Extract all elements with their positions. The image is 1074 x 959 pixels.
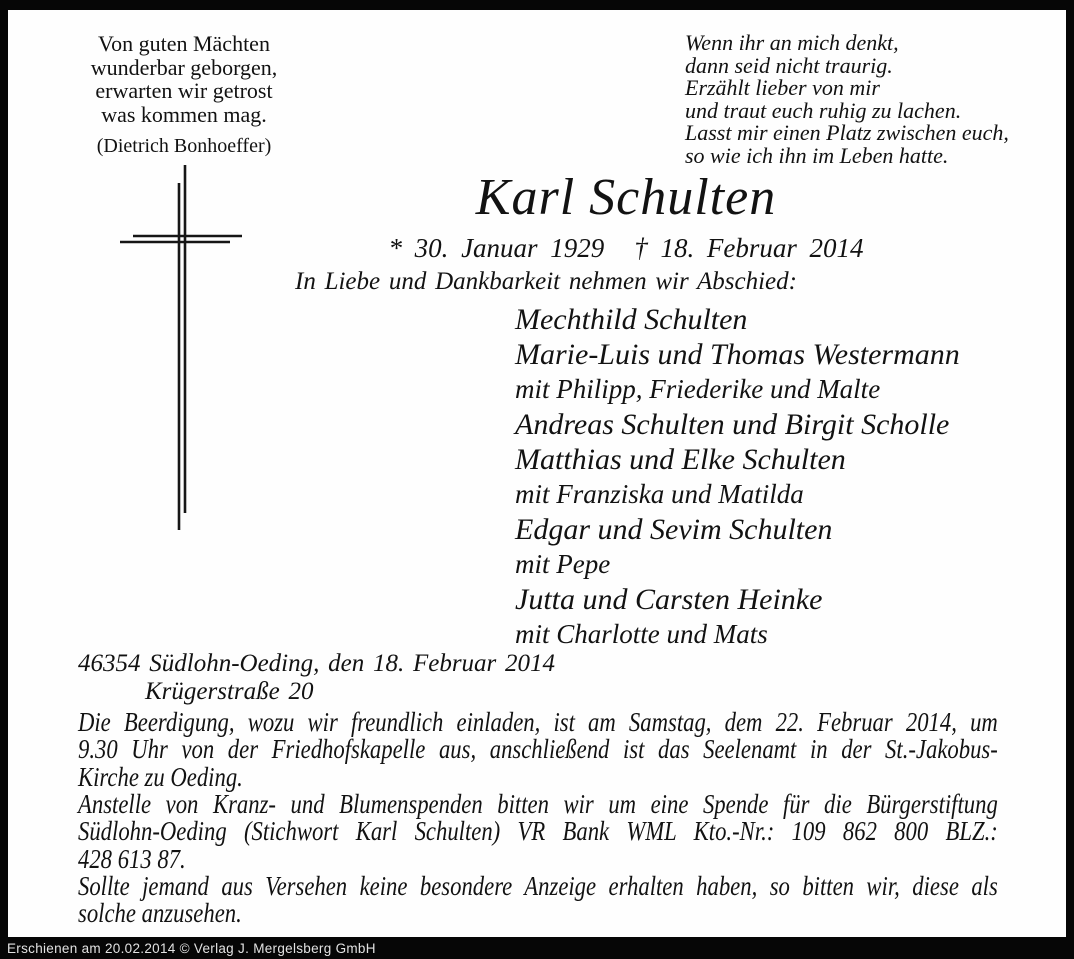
paragraph-line: Kirche zu Oeding. xyxy=(78,761,243,792)
apology-notice-paragraph xyxy=(78,873,998,928)
mourner-name: Edgar und Sevim Schulten xyxy=(515,513,833,546)
poem-line: Wenn ihr an mich denkt, xyxy=(685,30,899,55)
birth-date: * 30. Januar 1929 xyxy=(388,233,605,263)
verse-line: Von guten Mächten xyxy=(98,31,270,56)
publisher-footer: Erschienen am 20.02.2014 © Verlag J. Mergelsberg GmbH xyxy=(7,941,376,956)
mourner-name: Andreas Schulten und Birgit Scholle xyxy=(515,408,950,441)
verse-line: was kommen mag. xyxy=(101,101,267,127)
mourner-name: Matthias und Elke Schulten xyxy=(515,443,846,476)
paragraph-line: 9.30 Uhr von der Friedhofskapelle aus, anschließend ist das Seelenamt in der St.-Jakobus- xyxy=(78,734,998,765)
life-dates xyxy=(186,233,1066,264)
paragraph-line: Südlohn-Oeding (Stichwort Karl Schulten) VR Bank WML Kto.-Nr.: 109 862 800 BLZ.: xyxy=(78,816,998,847)
paragraph-line: 428 613 87. xyxy=(78,843,186,874)
place-date-block xyxy=(78,650,555,706)
opening-verse xyxy=(48,32,320,159)
mourner-name: Marie-Luis und Thomas Westermann xyxy=(515,338,960,371)
paragraph-line: Die Beerdigung, wozu wir freundlich einladen, ist am Samstag, dem 22. Februar 2014, um xyxy=(78,707,998,737)
street-line: Krügerstraße 20 xyxy=(145,678,314,705)
paragraph-line: Anstelle von Kranz- und Blumenspenden bitten wir um eine Spende für die Bürgerstiftung xyxy=(78,789,998,819)
farewell-intro: In Liebe und Dankbarkeit nehmen wir Abschied: xyxy=(295,268,797,295)
burial-notice-paragraph xyxy=(78,709,998,791)
poem-line: dann seid nicht traurig. xyxy=(685,52,893,78)
paragraph-line: Sollte jemand aus Versehen keine besondere Anzeige erhalten haben, so bitten wir, diese als xyxy=(78,871,998,901)
city-date-line: 46354 Südlohn-Oeding, den 18. Februar 2014 xyxy=(78,650,556,677)
paragraph-line: solche anzusehen. xyxy=(78,898,242,929)
poem-line: Lasst mir einen Platz zwischen euch, xyxy=(685,120,1009,145)
verse-line: erwarten wir getrost xyxy=(95,78,273,103)
mourner-children: mit Franziska und Matilda xyxy=(515,479,804,509)
mourner-children: mit Philipp, Friederike und Malte xyxy=(515,374,881,404)
mourner-children: mit Charlotte und Mats xyxy=(515,619,768,649)
poem-line: Erzählt lieber von mir xyxy=(685,75,880,100)
donation-notice-paragraph xyxy=(78,791,998,873)
mourner-children: mit Pepe xyxy=(515,549,611,579)
death-date: † 18. Februar 2014 xyxy=(634,233,864,263)
title-block xyxy=(186,168,1066,264)
deceased-name: Karl Schulten xyxy=(475,169,777,226)
poem-line: und traut euch ruhig zu lachen. xyxy=(685,97,962,123)
mourner-name: Mechthild Schulten xyxy=(515,303,748,336)
verse-line: wunderbar geborgen, xyxy=(90,54,278,80)
memorial-poem xyxy=(685,32,1045,167)
mourner-name: Jutta und Carsten Heinke xyxy=(515,583,823,616)
poem-line: so wie ich ihn im Leben hatte. xyxy=(685,142,949,168)
mourners-list xyxy=(515,302,960,652)
verse-attribution: (Dietrich Bonhoeffer) xyxy=(96,135,272,157)
obituary-page xyxy=(8,10,1066,937)
